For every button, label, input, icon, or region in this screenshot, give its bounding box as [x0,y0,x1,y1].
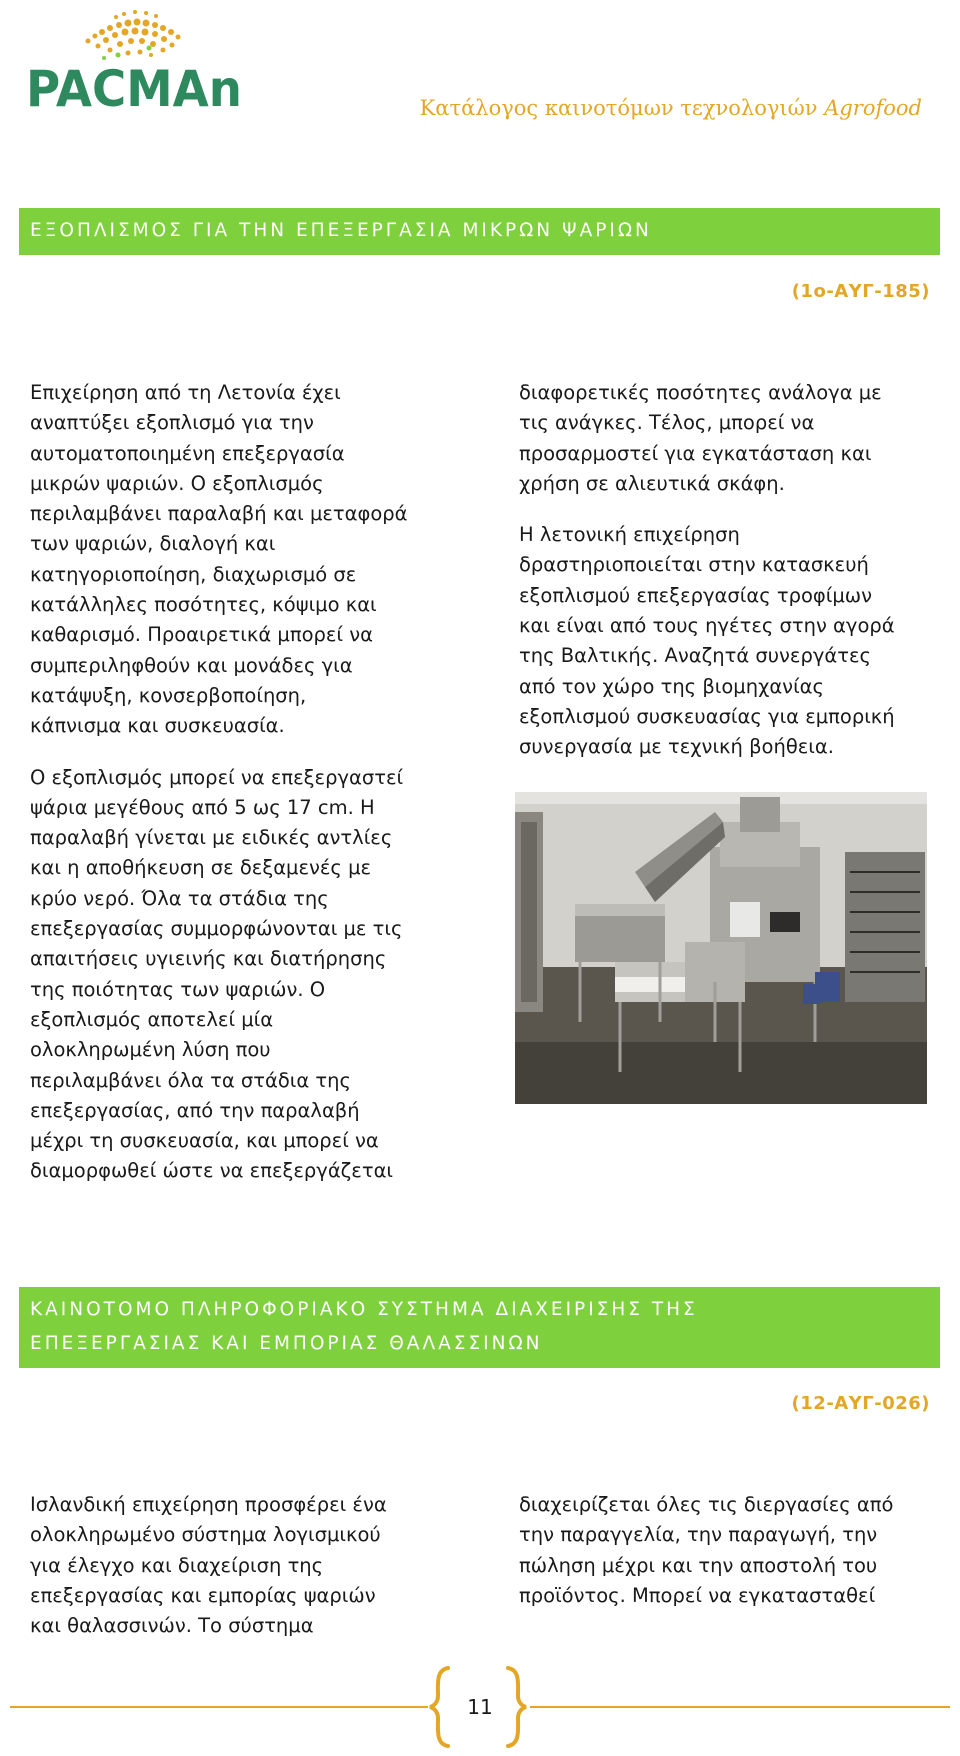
footer-rule-left [10,1706,428,1708]
right-column [519,378,939,763]
section-title-line: ΚΑΙΝΟΤΟΜΟ ΠΛΗΡΟΦΟΡΙΑΚΟ ΣΥΣΤΗΜΑ ΔΙΑΧΕΙΡΙΣΗΣ ΤΗΣ [30,1299,698,1320]
catalog-subtitle-agrofood: Agrofood [824,96,922,120]
footer-rule-right [530,1706,950,1708]
right-column [519,1490,939,1611]
catalog-subtitle-main: Κατάλογος καινοτόμων τεχνολογιών [419,96,825,120]
left-column [30,378,450,1187]
page-number: 11 [467,1695,493,1719]
section-title-line: ΕΞΟΠΛΙΣΜΟΣ ΓΙΑ ΤΗΝ ΕΠΕΞΕΡΓΑΣΙΑ ΜΙΚΡΩΝ ΨΑΡΙΩΝ [30,220,652,241]
equipment-photo [515,792,927,1104]
section-code: (12-ΑΥΓ-026) [791,1393,930,1414]
paragraph: Επιχείρηση από τη Λετονία έχει αναπτύξει εξοπλισμό για την αυτοματοποιημένη επεξεργασία μικρών ψαριών. Ο εξοπλισμός περιλαμβάνει παραλαβή και μεταφορά των ψαριών, διαλογή και κατηγοριοποίηση, διαχωρισμό σε κατάλληλες ποσότητες, κόψιμο και καθαρισμό. Προαιρετικά μπορεί να συμπεριληφθούν και μονάδες για κατάψυξη, κονσερβοποίηση, κάπνισμα και συσκευασία. [30,381,408,738]
paragraph: Η λετονική επιχείρηση δραστηριοποιείται στην κατασκευή εξοπλισμού επεξεργασίας τροφίμων και είναι από τους ηγέτες στην αγορά της Βαλτικής. Αναζητά συνεργάτες από τον χώρο της βιομηχανίας εξοπλισμού συσκευασίας για εμπορική συνεργασία με τεχνική βοήθεια. [519,523,895,759]
pacman-logo [24,0,254,125]
paragraph: Ο εξοπλισμός μπορεί να επεξεργαστεί ψάρια μεγέθους από 5 ως 17 cm. Η παραλαβή γίνεται με ειδικές αντλίες και η αποθήκευση σε δεξαμενές με κρύο νερό. Όλα τα στάδια της επεξεργασίας συμμορφώνονται με τις απαιτήσεις υγιεινής και διατήρησης της ποιότητας των ψαριών. Ο εξοπλισμός αποτελεί μία ολοκληρωμένη λύση που περιλαμβάνει όλα τα στάδια της επεξεργασίας, από την παραλαβή μέχρι τη συσκευασία, και μπορεί να διαμορφωθεί ώστε να επεξεργάζεται [30,765,404,1183]
catalog-subtitle [420,96,922,120]
paragraph: διαφορετικές ποσότητες ανάλογα με τις ανάγκες. Τέλος, μπορεί να προσαρμοστεί για εγκατάσταση και χρήση σε αλιευτικά σκάφη. [519,381,882,495]
section-title-line: ΕΠΕΞΕΡΓΑΣΙΑΣ ΚΑΙ ΕΜΠΟΡΙΑΣ ΘΑΛΑΣΣΙΝΩΝ [30,1333,543,1354]
equipment-illustration [515,792,927,1104]
left-column [30,1490,450,1641]
section-title-bar [19,1287,940,1368]
section-code: (1ο-ΑΥΓ-185) [791,281,930,302]
logo-text: PACMAn [26,60,242,118]
section-title-bar [19,208,940,255]
paragraph: διαχειρίζεται όλες τις διεργασίες από την παραγγελία, την παραγωγή, την πώληση μέχρι και την αποστολή του προϊόντος. Μπορεί να εγκατασταθεί [519,1493,894,1607]
logo-dot-arc [86,10,181,57]
paragraph: Ισλανδική επιχείρηση προσφέρει ένα ολοκληρωμένο σύστημα λογισμικού για έλεγχο και διαχείριση της επεξεργασίας και εμπορίας ψαριών και θαλασσινών. Το σύστημα [30,1493,387,1638]
